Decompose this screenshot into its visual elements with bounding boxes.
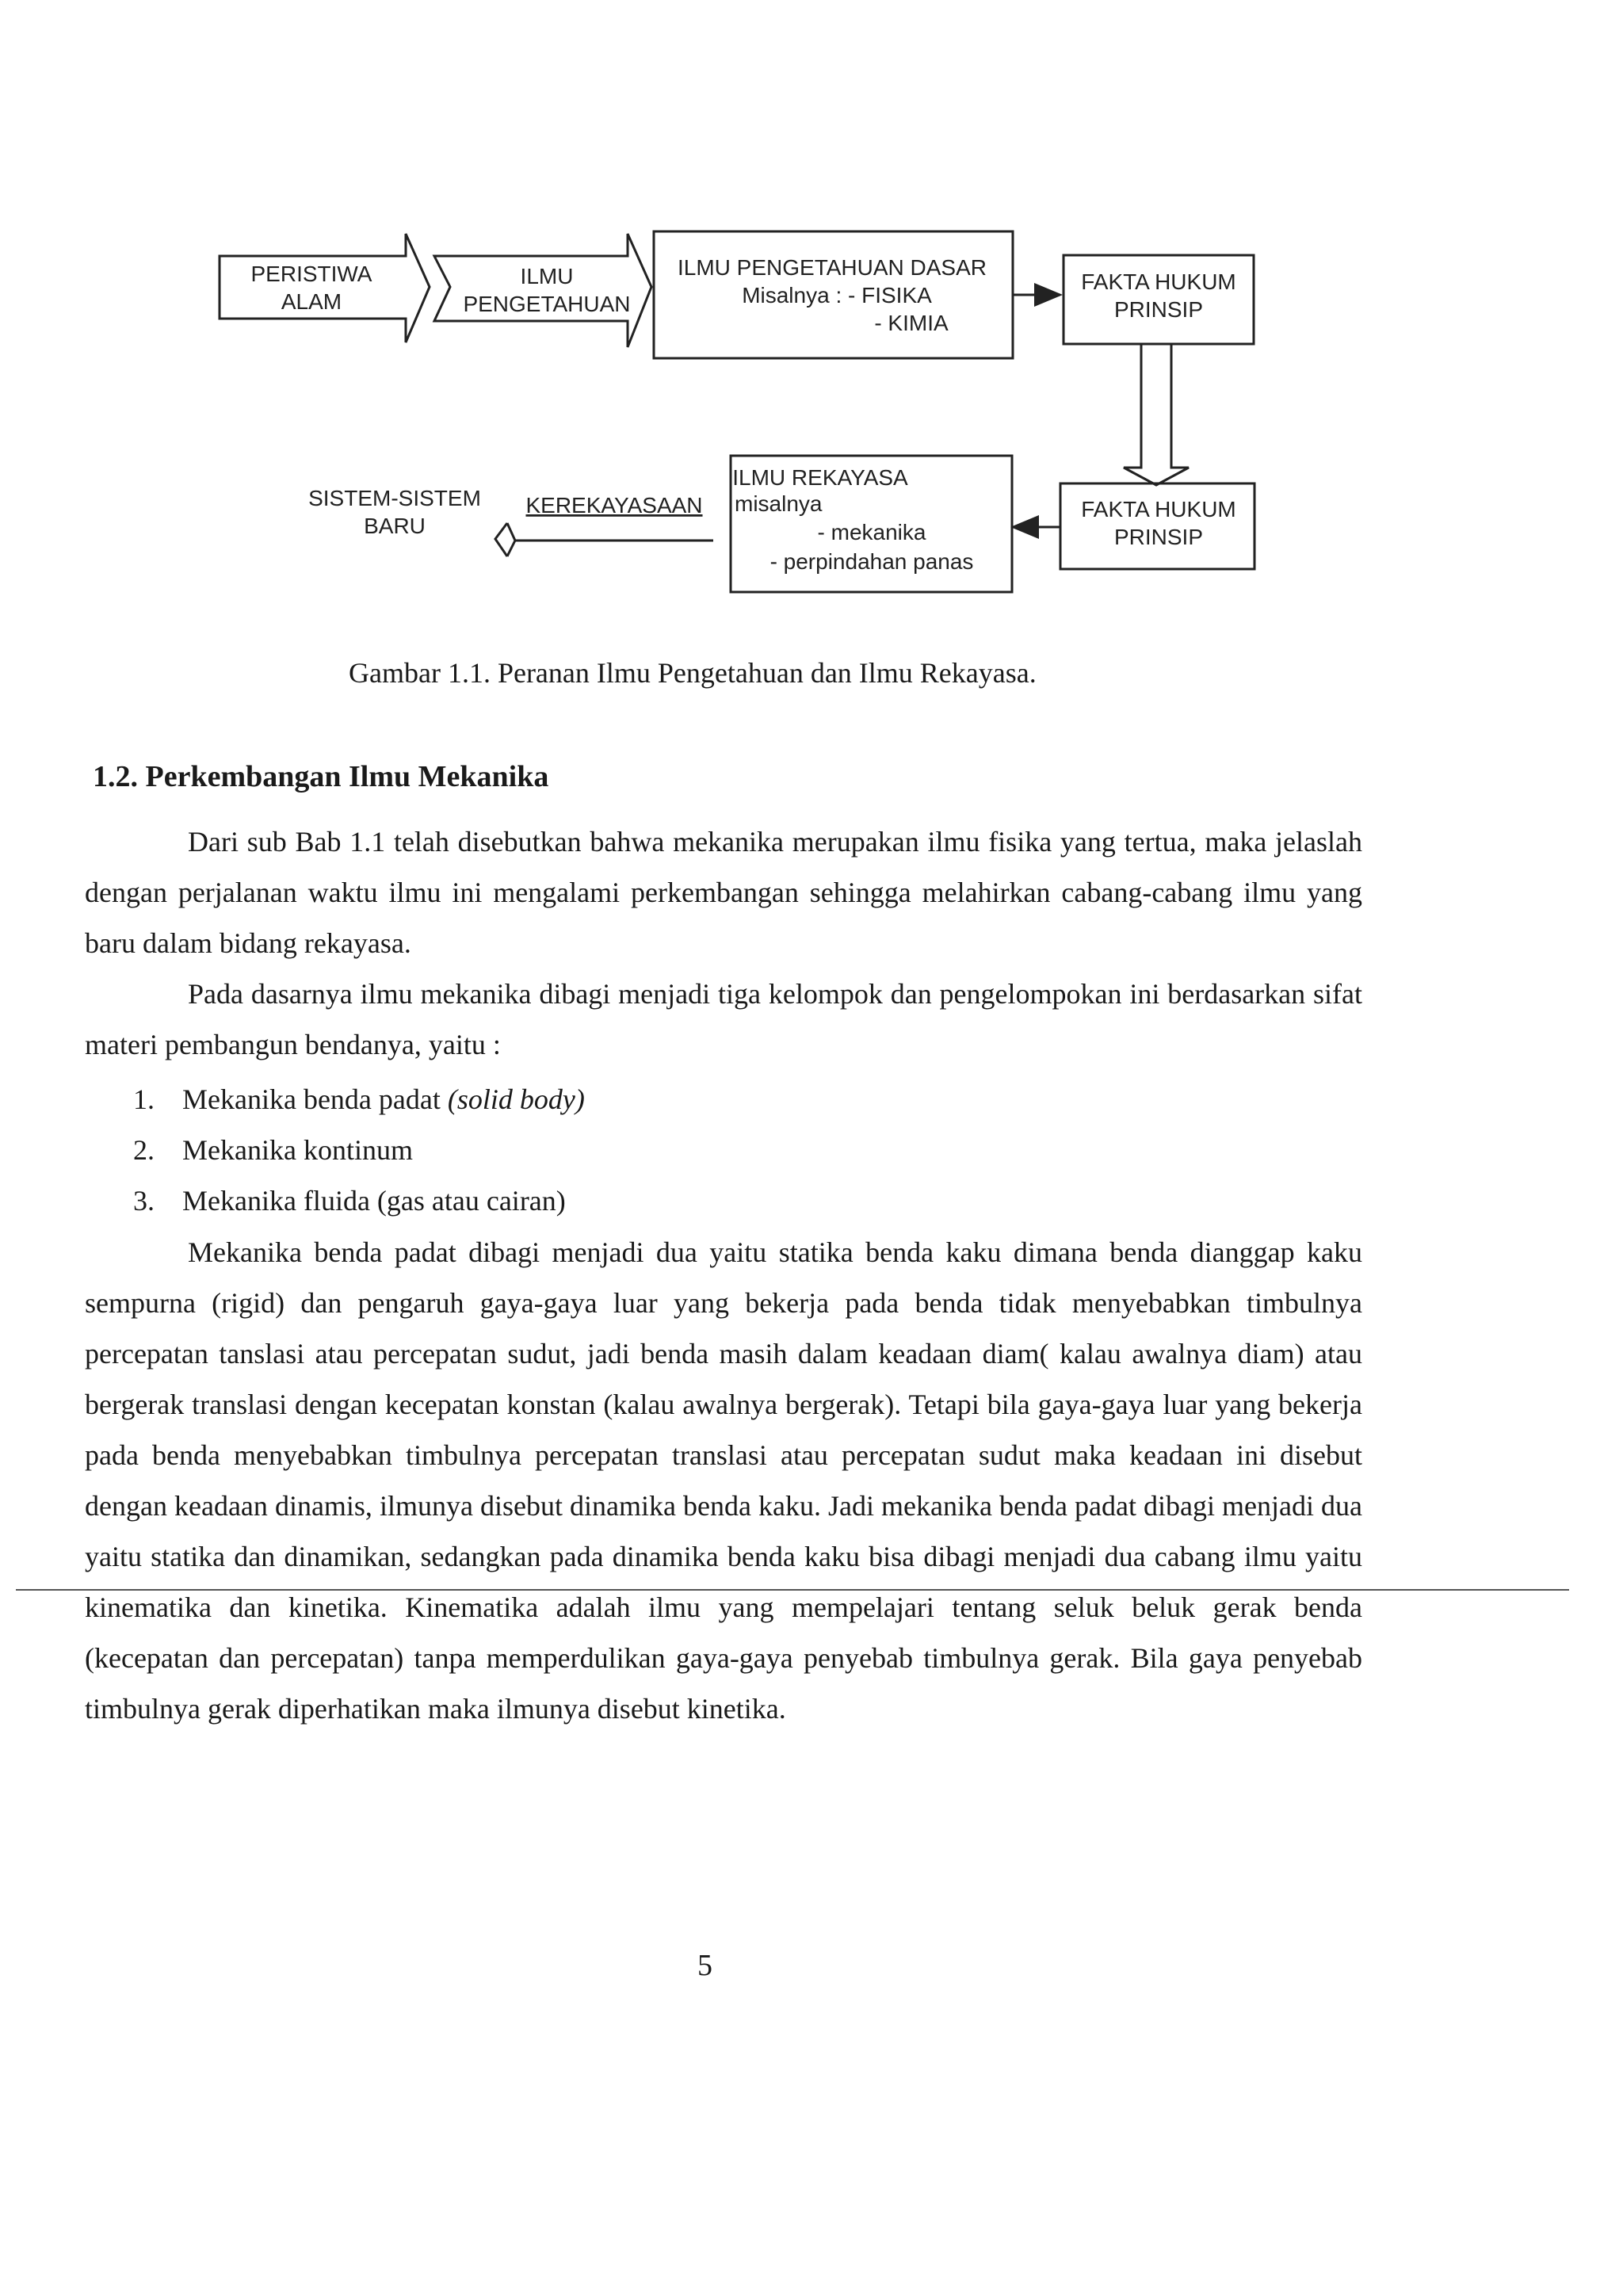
basic-science-line2: Misalnya : - FISIKA xyxy=(742,283,932,308)
paragraph-3 xyxy=(85,1227,1362,1734)
science-engineering-diagram xyxy=(0,0,1623,634)
engineering-arrow-head xyxy=(495,523,515,556)
list-number: 2. xyxy=(133,1134,155,1166)
down-block-arrow xyxy=(1124,344,1189,485)
paragraph-1-text: Dari sub Bab 1.1 telah disebutkan bahwa mekanika merupakan ilmu fisika yang tertua, maka jelaslah dengan perjalanan waktu ilmu ini mengalami perkembangan sehingga melahirkan cabang-cabang ilmu yang baru dalam bidang rekayasa. xyxy=(85,826,1362,959)
list-text: Mekanika fluida (gas atau cairan) xyxy=(182,1185,566,1217)
list-number: 1. xyxy=(133,1083,155,1115)
output-label-line1: SISTEM-SISTEM xyxy=(308,486,481,510)
facts-top-line2: PRINSIP xyxy=(1113,297,1204,322)
list-item xyxy=(133,1175,585,1226)
science-arrow-line2: PENGETAHUAN xyxy=(463,292,631,316)
science-arrow-line1: ILMU xyxy=(520,264,574,288)
engineering-arrow-label: KEREKAYASAAN xyxy=(525,493,703,518)
paragraph-2 xyxy=(85,968,1362,1070)
figure-caption: Gambar 1.1. Peranan Ilmu Pengetahuan dan Ilmu Rekayasa. xyxy=(349,657,1037,689)
engineering-title: ILMU REKAYASA xyxy=(732,465,908,490)
mechanics-list xyxy=(133,1074,585,1226)
facts-bottom-line2: PRINSIP xyxy=(1113,525,1204,549)
engineering-line2: misalnya xyxy=(735,491,823,516)
paragraph-2-text: Pada dasarnya ilmu mekanika dibagi menjadi tiga kelompok dan pengelompokan ini berdasarkan sifat materi pembangun bendanya, yaitu : xyxy=(85,978,1362,1060)
basic-science-title: ILMU PENGETAHUAN DASAR xyxy=(678,255,987,280)
scan-strike-line xyxy=(16,1589,1569,1591)
science-block-arrow xyxy=(434,234,651,347)
list-item xyxy=(133,1125,585,1175)
basic-science-line3: - KIMIA xyxy=(874,311,949,335)
engineering-line3: - mekanika xyxy=(817,520,926,544)
paragraph-1 xyxy=(85,816,1362,968)
list-text: Mekanika benda padat xyxy=(182,1083,448,1115)
list-italic: (solid body) xyxy=(447,1083,585,1115)
facts-top-line1: FAKTA HUKUM xyxy=(1081,269,1236,294)
list-text: Mekanika kontinum xyxy=(182,1134,413,1166)
list-number: 3. xyxy=(133,1185,155,1217)
output-label-line2: BARU xyxy=(364,514,426,538)
paragraph-3-text: Mekanika benda padat dibagi menjadi dua yaitu statika benda kaku dimana benda dianggap kaku sempurna (rigid) dan pengaruh gaya-gaya luar yang bekerja pada benda tidak menyebabkan timbulnya percepatan tanslasi atau percepatan sudut, jadi benda masih dalam keadaan diam( kalau awalnya diam) atau bergerak translasi dengan kecepatan konstan (kalau awalnya bergerak). Tetapi bila gaya-gaya luar yang bekerja pada benda menyebabkan timbulnya percepatan translasi atau percepatan sudut maka keadaan ini disebut dengan keadaan dinamis, ilmunya disebut dinamika benda kaku. Jadi mekanika benda padat dibagi menjadi dua yaitu statika dan dinamikan, sedangkan pada dinamika benda kaku bisa dibagi menjadi dua cabang ilmu yaitu kinematika dan kinetika. Kinematika adalah ilmu yang mempelajari tentang seluk beluk gerak benda (kecepatan dan percepatan) tanpa memperdulikan gaya-gaya penyebab timbulnya gerak. Bila gaya penyebab timbulnya gerak diperhatikan maka ilmunya disebut kinetika. xyxy=(85,1236,1362,1725)
section-heading: 1.2. Perkembangan Ilmu Mekanika xyxy=(93,760,549,793)
facts-bottom-line1: FAKTA HUKUM xyxy=(1081,497,1236,521)
list-item xyxy=(133,1074,585,1125)
input-label-line1: PERISTIWA xyxy=(250,262,372,286)
engineering-line4: - perpindahan panas xyxy=(769,549,974,574)
input-label-line2: ALAM xyxy=(281,289,342,314)
page-number: 5 xyxy=(697,1949,712,1982)
input-block-arrow xyxy=(220,234,430,342)
